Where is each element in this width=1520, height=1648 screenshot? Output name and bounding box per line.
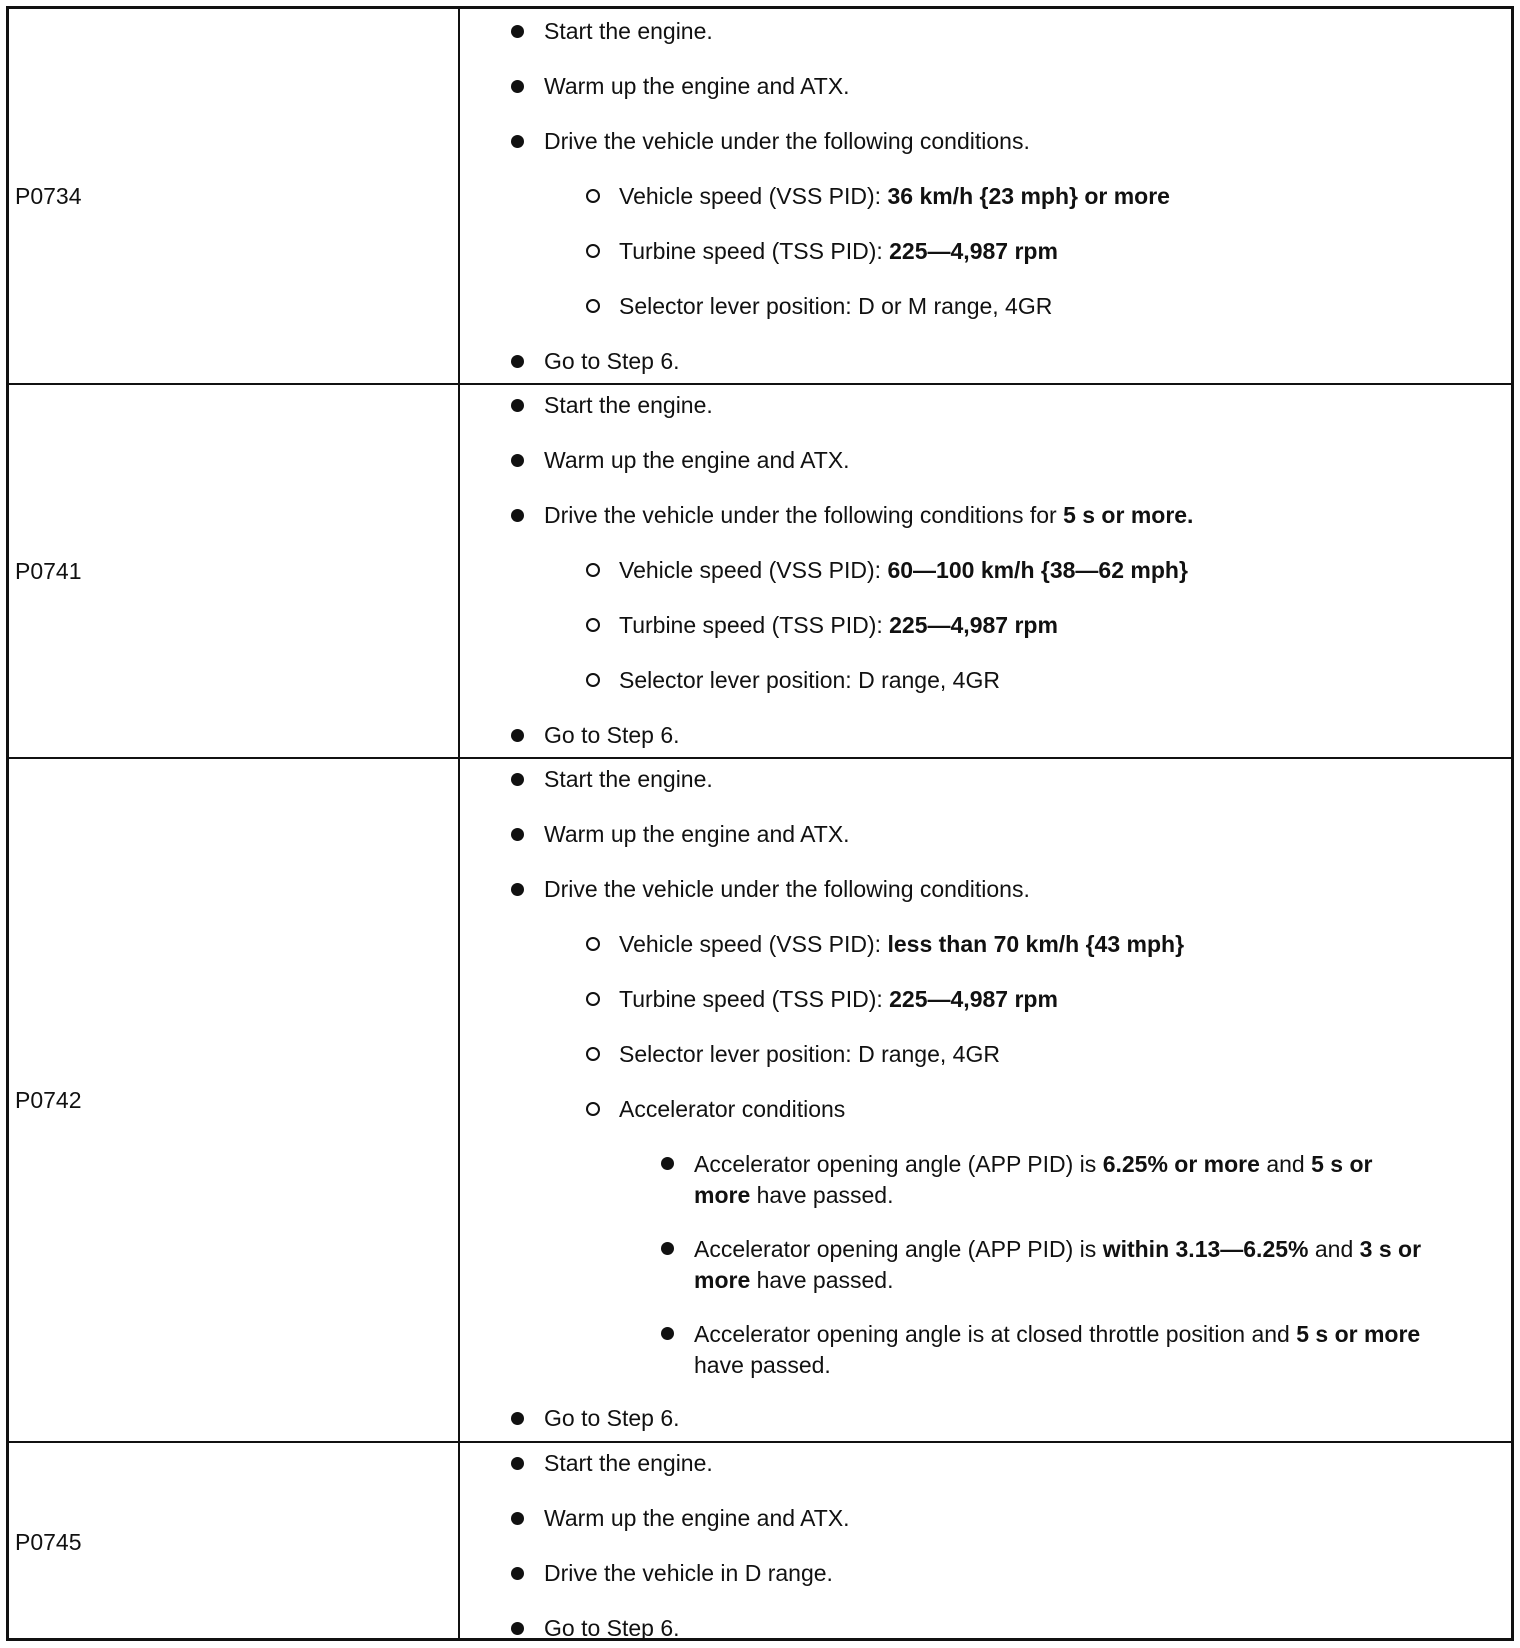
circle-bullet-icon — [586, 673, 600, 687]
step-text: Warm up the engine and ATX. — [544, 821, 850, 847]
dtc-code: P0745 — [9, 1443, 460, 1641]
procedure-steps — [460, 385, 1511, 757]
circle-bullet-icon — [586, 937, 600, 951]
accelerator-condition-text: Accelerator opening angle (APP PID) is within 3.13—6.25% and 3 s or more have passed. — [694, 1236, 1422, 1293]
bullet-icon — [511, 1412, 524, 1425]
circle-bullet-icon — [586, 1047, 600, 1061]
step-text: Drive the vehicle in D range. — [544, 1560, 833, 1586]
bullet-icon — [511, 1457, 524, 1470]
procedure-steps — [460, 9, 1511, 383]
bullet-icon — [511, 25, 524, 38]
bullet-icon — [511, 828, 524, 841]
condition-text: Turbine speed (TSS PID): 225—4,987 rpm — [619, 612, 1058, 638]
bullet-icon — [511, 509, 524, 522]
bullet-icon — [661, 1157, 674, 1170]
condition-text: Vehicle speed (VSS PID): 60—100 km/h {38—62 mph} — [619, 557, 1188, 583]
bullet-icon — [511, 135, 524, 148]
circle-bullet-icon — [586, 1102, 600, 1116]
step-text: Drive the vehicle under the following conditions. — [544, 128, 1030, 154]
step-text: Start the engine. — [544, 1450, 713, 1476]
accelerator-condition-text: Accelerator opening angle (APP PID) is 6.25% or more and 5 s or more have passed. — [694, 1151, 1373, 1208]
table-row — [9, 9, 1511, 383]
step-text: Warm up the engine and ATX. — [544, 447, 850, 473]
condition-text: Turbine speed (TSS PID): 225—4,987 rpm — [619, 986, 1058, 1012]
dtc-procedure-table — [6, 6, 1514, 1641]
step-text: Go to Step 6. — [544, 1615, 680, 1641]
table-row — [9, 1441, 1511, 1641]
circle-bullet-icon — [586, 992, 600, 1006]
step-text: Start the engine. — [544, 18, 713, 44]
bullet-icon — [511, 729, 524, 742]
bullet-icon — [661, 1242, 674, 1255]
circle-bullet-icon — [586, 244, 600, 258]
bullet-icon — [511, 773, 524, 786]
bullet-icon — [661, 1327, 674, 1340]
step-text: Warm up the engine and ATX. — [544, 1505, 850, 1531]
dtc-code: P0742 — [9, 759, 460, 1441]
dtc-code: P0734 — [9, 9, 460, 383]
bullet-icon — [511, 1567, 524, 1580]
bullet-icon — [511, 454, 524, 467]
condition-text: Vehicle speed (VSS PID): 36 km/h {23 mph} or more — [619, 183, 1170, 209]
dtc-code: P0741 — [9, 385, 460, 757]
table-row — [9, 757, 1511, 1441]
condition-text: Accelerator conditions — [619, 1096, 846, 1122]
bullet-icon — [511, 1512, 524, 1525]
bullet-icon — [511, 883, 524, 896]
bullet-icon — [511, 1622, 524, 1635]
step-text: Go to Step 6. — [544, 1405, 680, 1431]
step-text: Drive the vehicle under the following conditions. — [544, 876, 1030, 902]
circle-bullet-icon — [586, 563, 600, 577]
table-row — [9, 383, 1511, 757]
condition-text: Vehicle speed (VSS PID): less than 70 km/h {43 mph} — [619, 931, 1185, 957]
procedure-steps — [460, 1443, 1511, 1641]
condition-text: Selector lever position: D range, 4GR — [619, 1041, 1000, 1067]
step-text: Start the engine. — [544, 392, 713, 418]
circle-bullet-icon — [586, 299, 600, 313]
step-text: Drive the vehicle under the following conditions for 5 s or more. — [544, 502, 1194, 528]
bullet-icon — [511, 355, 524, 368]
bullet-icon — [511, 80, 524, 93]
procedure-steps — [460, 759, 1511, 1441]
condition-text: Selector lever position: D range, 4GR — [619, 667, 1000, 693]
condition-text: Selector lever position: D or M range, 4GR — [619, 293, 1053, 319]
accelerator-condition-text: Accelerator opening angle is at closed throttle position and 5 s or more have passed. — [694, 1321, 1421, 1378]
circle-bullet-icon — [586, 189, 600, 203]
circle-bullet-icon — [586, 618, 600, 632]
step-text: Start the engine. — [544, 766, 713, 792]
bullet-icon — [511, 399, 524, 412]
condition-text: Turbine speed (TSS PID): 225—4,987 rpm — [619, 238, 1058, 264]
step-text: Go to Step 6. — [544, 722, 680, 748]
step-text: Go to Step 6. — [544, 348, 680, 374]
step-text: Warm up the engine and ATX. — [544, 73, 850, 99]
